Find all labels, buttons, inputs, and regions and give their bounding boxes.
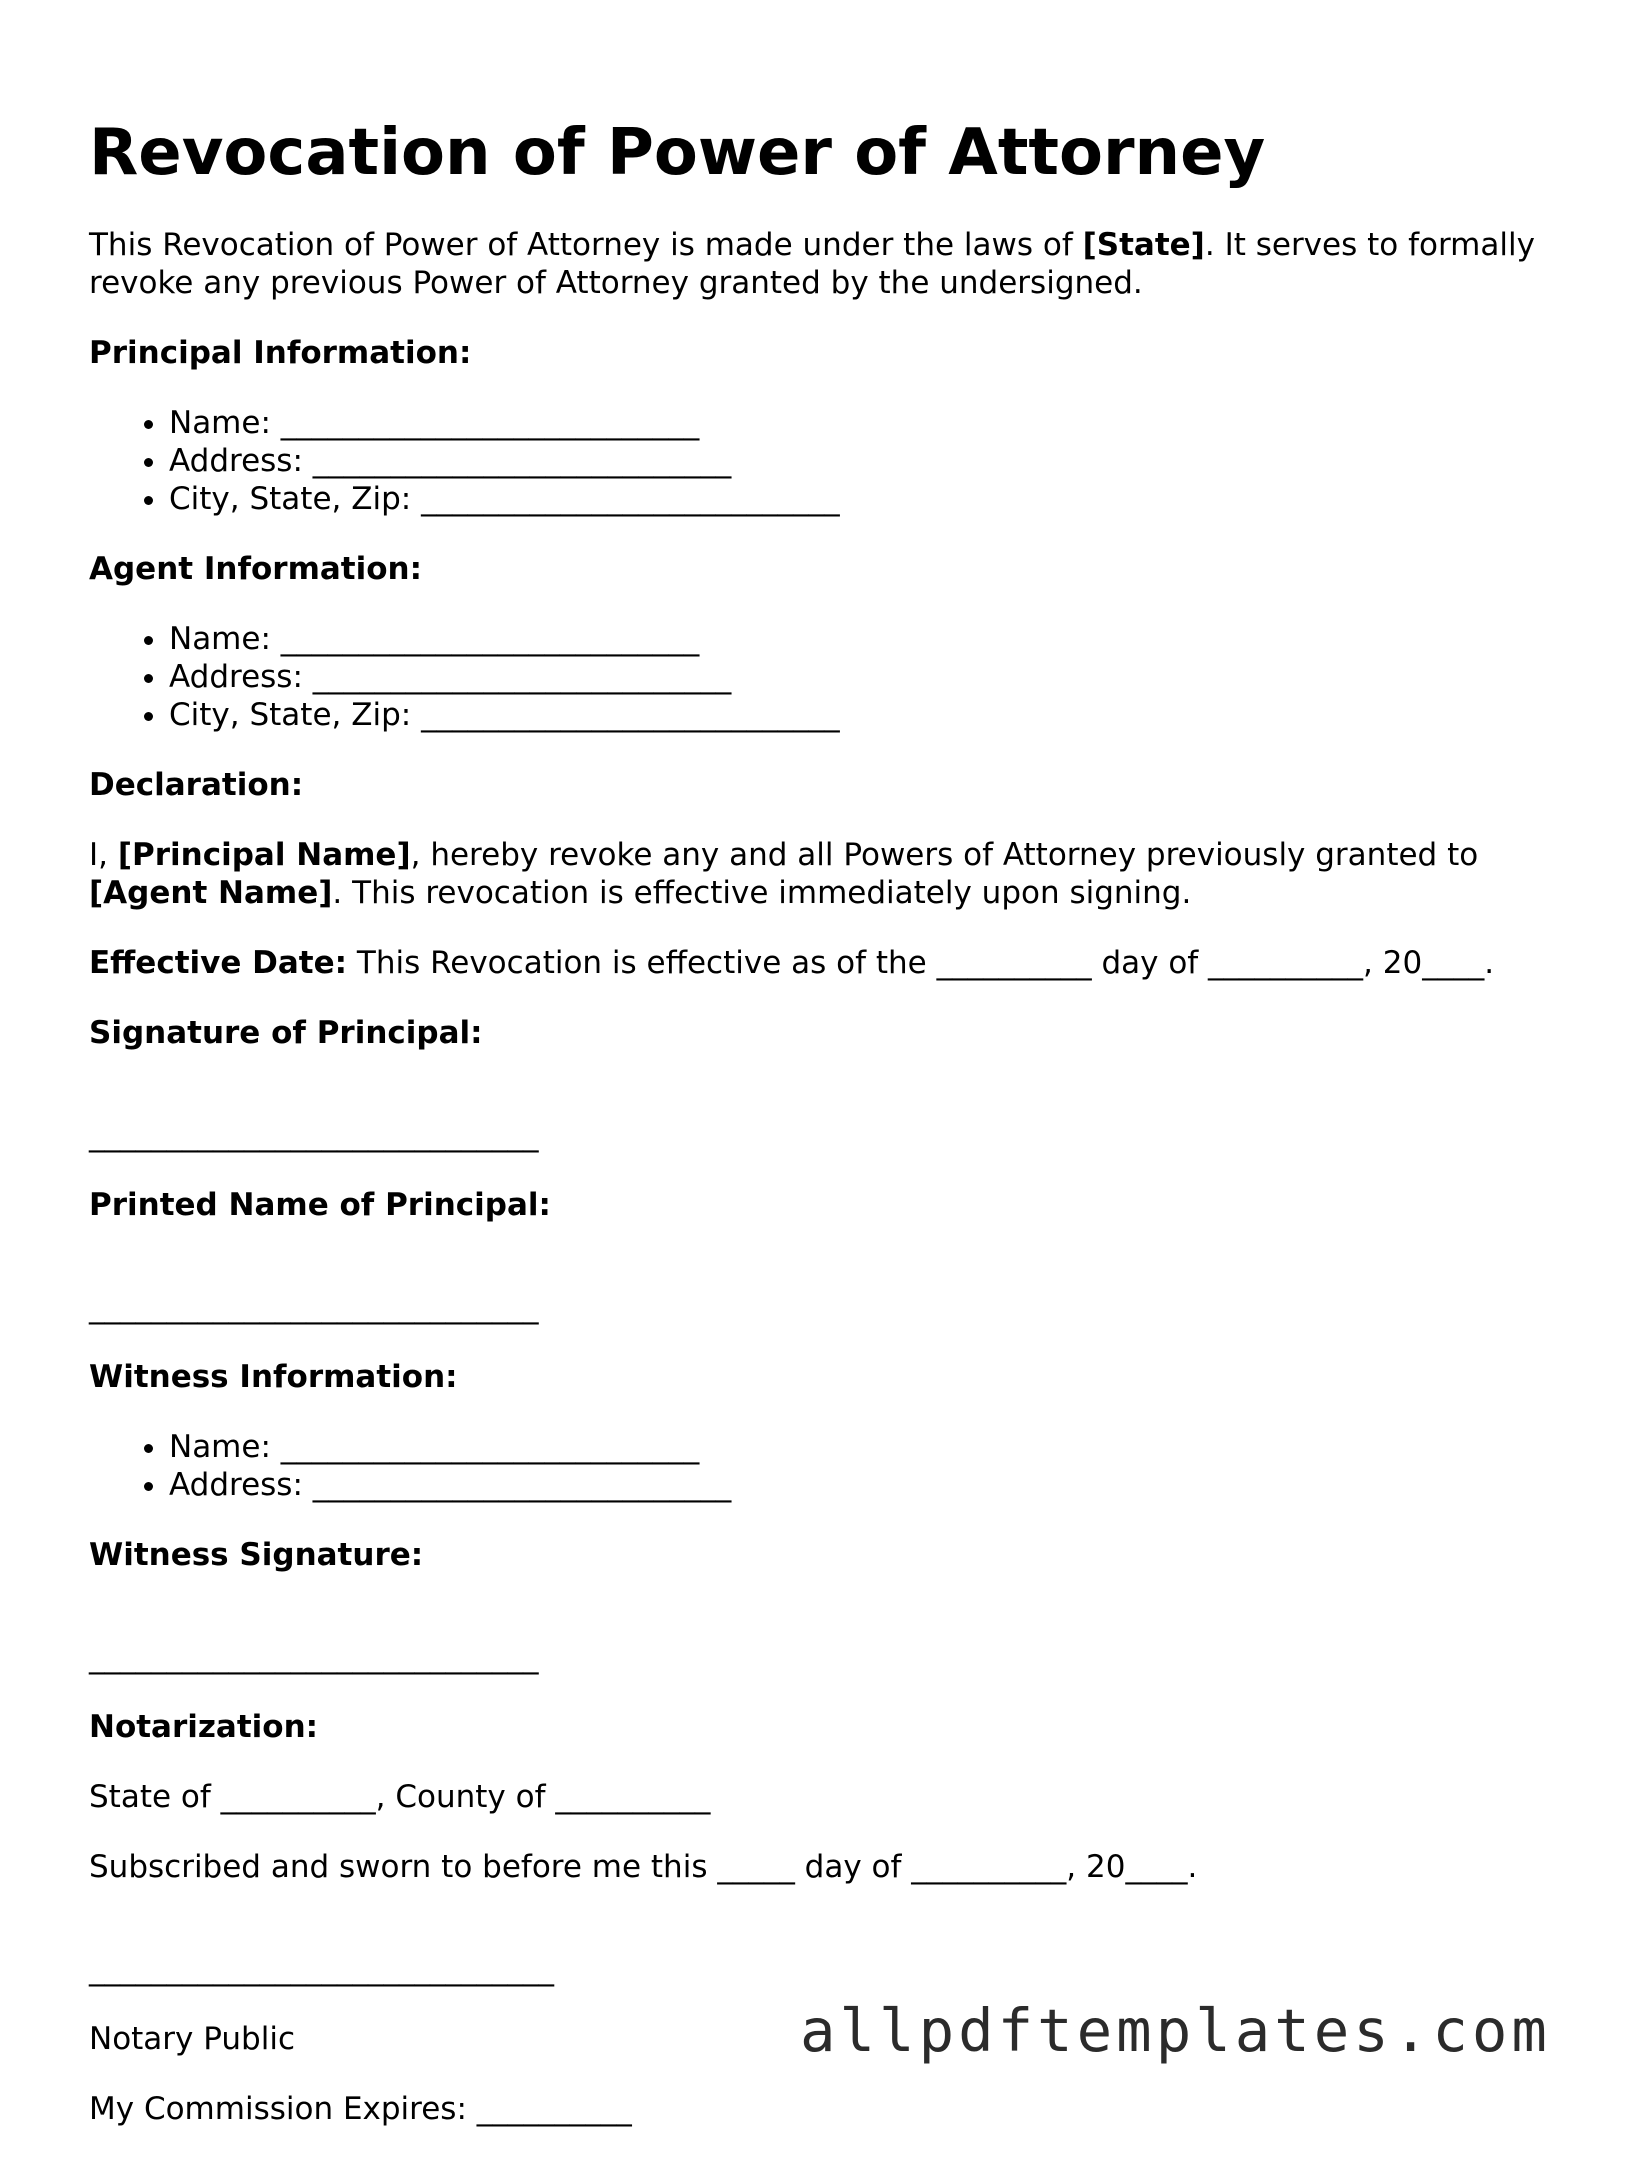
- principal-info-list: [89, 404, 1559, 518]
- effective-date-text[interactable]: This Revocation is effective as of the __________ day of __________, 20____.: [347, 945, 1495, 981]
- agent-name-item: [169, 620, 1559, 658]
- principal-name-placeholder: [Principal Name]: [117, 837, 411, 873]
- witness-info-list: [89, 1428, 1559, 1504]
- witness-signature-line[interactable]: _____________________________: [89, 1639, 539, 1675]
- declaration-suffix: . This revocation is effective immediately upon signing.: [332, 875, 1192, 911]
- effective-date-paragraph: [89, 944, 1559, 982]
- intro-text-start: This Revocation of Power of Attorney is made under the laws of: [89, 227, 1083, 263]
- principal-city-blank[interactable]: ___________________________: [421, 481, 840, 517]
- spacer: [89, 1918, 1559, 1950]
- agent-city-label: City, State, Zip:: [169, 697, 412, 733]
- agent-city-item: [169, 696, 1559, 734]
- witness-address-label: Address:: [169, 1467, 303, 1503]
- subscribed-sworn-line[interactable]: Subscribed and sworn to before me this _____ day of __________, 20____.: [89, 1849, 1198, 1885]
- spacer: [89, 1606, 1559, 1638]
- document-page: [89, 110, 1559, 2160]
- witness-signature-heading: Witness Signature:: [89, 1537, 424, 1573]
- declaration-middle: , hereby revoke any and all Powers of Attorney previously granted to: [410, 837, 1479, 873]
- printed-name-line[interactable]: _____________________________: [89, 1289, 539, 1325]
- principal-name-blank[interactable]: ___________________________: [280, 405, 700, 441]
- principal-address-label: Address:: [169, 443, 303, 479]
- state-county-line[interactable]: State of __________, County of __________: [89, 1779, 711, 1815]
- principal-heading: Principal Information:: [89, 335, 472, 371]
- effective-date-label: Effective Date:: [89, 945, 348, 981]
- commission-expires-line[interactable]: My Commission Expires: __________: [89, 2091, 632, 2127]
- declaration-prefix: I,: [89, 837, 118, 873]
- witness-name-item: [169, 1428, 1559, 1466]
- document-title: Revocation of Power of Attorney: [89, 116, 1266, 190]
- witness-name-label: Name:: [169, 1429, 271, 1465]
- witness-address-item: [169, 1466, 1559, 1504]
- printed-name-heading: Printed Name of Principal:: [89, 1187, 551, 1223]
- agent-name-blank[interactable]: ___________________________: [280, 621, 700, 657]
- state-placeholder: [State]: [1082, 227, 1205, 263]
- agent-address-blank[interactable]: ___________________________: [312, 659, 732, 695]
- principal-name-label: Name:: [169, 405, 271, 441]
- principal-name-item: [169, 404, 1559, 442]
- spacer: [89, 1084, 1559, 1116]
- spacer: [89, 1256, 1559, 1288]
- witness-name-blank[interactable]: ___________________________: [280, 1429, 700, 1465]
- agent-heading: Agent Information:: [89, 551, 422, 587]
- witness-address-blank[interactable]: ___________________________: [312, 1467, 732, 1503]
- principal-address-blank[interactable]: ___________________________: [312, 443, 732, 479]
- intro-paragraph: [89, 226, 1559, 302]
- principal-city-label: City, State, Zip:: [169, 481, 412, 517]
- agent-info-list: [89, 620, 1559, 734]
- agent-address-label: Address:: [169, 659, 303, 695]
- notarization-heading: Notarization:: [89, 1709, 319, 1745]
- declaration-heading: Declaration:: [89, 767, 304, 803]
- notary-signature-line[interactable]: ______________________________: [89, 1951, 554, 1987]
- principal-city-item: [169, 480, 1559, 518]
- principal-signature-line[interactable]: _____________________________: [89, 1117, 539, 1153]
- declaration-paragraph: [89, 836, 1559, 912]
- agent-name-placeholder: [Agent Name]: [89, 875, 333, 911]
- intro-text-end: . It serves to formally revoke any previous Power of Attorney granted by the undersigned.: [89, 227, 1535, 301]
- agent-address-item: [169, 658, 1559, 696]
- principal-address-item: [169, 442, 1559, 480]
- agent-name-label: Name:: [169, 621, 271, 657]
- watermark-logo: allpdftemplates.com: [800, 1996, 1551, 2065]
- witness-heading: Witness Information:: [89, 1359, 458, 1395]
- signature-principal-heading: Signature of Principal:: [89, 1015, 483, 1051]
- notary-public-label: Notary Public: [89, 2021, 295, 2057]
- agent-city-blank[interactable]: ___________________________: [421, 697, 840, 733]
